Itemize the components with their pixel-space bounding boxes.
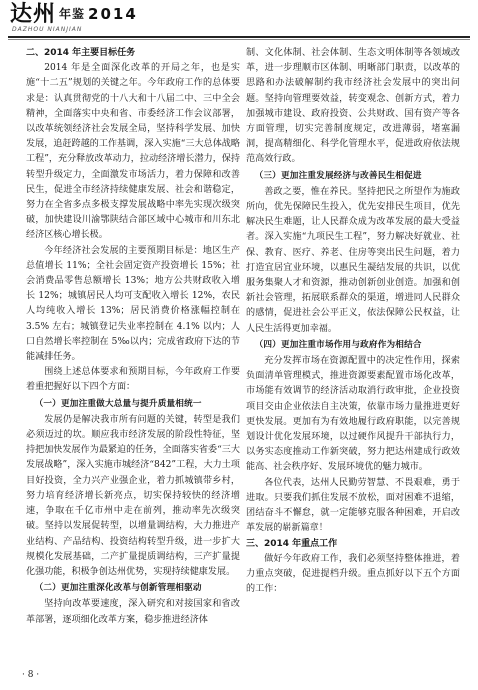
subsection-heading: （三）更加注重发展经济与改善民生相促进 (254, 170, 422, 181)
paragraph: 围绕上述总体要求和预期目标，今年政府工作要着重把握好以下四个方面： (26, 367, 240, 393)
subsection-heading: （一）更加注重做大总量与提升质量相统一 (34, 398, 202, 409)
yearbook-latin-name: DAZHOU NIANJIAN (12, 26, 83, 33)
yearbook-title-small: 年鉴 (59, 7, 86, 21)
header-rule (8, 36, 470, 38)
section-heading: 二、2014 年主要目标任务 (26, 48, 136, 58)
paragraph: 各位代表，达州人民勤劳智慧、不畏艰难，勇于进取。只要我们抓住发展不放松，面对困难不退缩，团结奋斗不懈怠，就一定能够克服各种困难，开启改革发展的崭新篇章！ (246, 477, 460, 534)
yearbook-title (10, 2, 138, 27)
subsection-heading: （二）更加注重深化改革与创新管理相驱动 (34, 583, 202, 594)
paragraph: 坚持向改革要速度，深入研究和对接国家和省改革部署，逐项细化改革方案，稳步推进经济体 (26, 599, 240, 625)
subsection-heading: （四）更加注重市场作用与政府作为相结合 (254, 339, 422, 350)
paragraph: 发展仍是解决我市所有问题的关键，转型是我们必须迈过的坎。顺应我市经济发展的阶段性特征，坚持把加快发展作为最紧迫的任务，全面落实省委“三大发展战略”，深入实施市城经济“842”工程，大力土项目好投资，全力兴产业强企业，着力抓城镇带乡村，努力培育经济增长新亮点，切实保持较快的经济增速，争取在千亿市州中走在前列，推动率先次级突破。坚持以发展促转型，以增量调结构，大力推进产业结构、产品结构、投资结构转型升级，进一步扩大规模化发展基础，二产扩量提质调结构，三产扩量提化强功能，积极争创达州优势，实现持续健康发展。 (26, 414, 240, 577)
paragraph: 今年经济社会发展的主要预期目标是：地区生产总值增长 11%；全社会固定资产投资增长 15%；社会消费品零售总额增长 13%；地方公共财政收入增长 12%；城镇居民人均可支配收入增长 12%，农民人均纯收入增长 13%；居民消费价格涨幅控制在 3.5% 左右；城镇登记失业率控制在 4.1% 以内；人口自然增长率控制在 5‰以内；完成省政府下达的节能减排任务。 (26, 245, 240, 363)
paragraph: 做好今年政府工作，我们必须坚持整体推进，着力重点突破，促进提档升级。重点抓好以下五个方面的工作： (246, 553, 460, 595)
page-number: · 8 · (22, 670, 40, 680)
paragraph-continued: 制、文化体制、社会体制、生态文明体制等各领域改革，进一步理顺市区体制、明晰部门职责，以改革的思路和办法破解制约我市经济社会发展中的突出问题。坚持向管理要效益，转变观念、创新方式，着力加强城市建设、政府投资、公共财政、国有资产等各方面管理，切实完善制度规定，改进薄弱，堵塞漏洞，提高精细化、科学化管理水平，促进政府依法规范高效行政。 (246, 48, 460, 165)
yearbook-year: 2014 (88, 5, 138, 23)
page-header (0, 0, 478, 38)
section-heading: 三、2014 年重点工作 (246, 538, 338, 549)
paragraph: 充分发挥市场在资源配置中的决定性作用，探索负面清单管理模式，推进资源要素配置市场化改革，市场能有效调节的经济活动取消行政审批，企业投资项目交由企业依法自主决策，依靠市场力量推进更好更快发展。更加有为有效地履行政府职能，以完善规划设计优化发展环境，以过硬作风提升干部执行力，以务实态度推动工作新突破，努力把达州建成行政效能高、社会秩序好、发展环境优的魅力城市。 (246, 356, 460, 473)
paragraph: 2014 年是全面深化改革的开局之年，也是实施“十二五”规划的关键之年。今年政府工作的总体要求是：认真贯彻党的十八大和十八届二中、三中全会精神，全面落实中央和省、市委经济工作会议部署，以改革统领经济社会发展全局，坚持科学发展、加快发展，追赶跨越的工作基调，深入实施“三大总体战略工程”，充分释放改革动力，拉动经济增长潜力，保持转型升级定力，全面激发市场活力，着力保障和改善民生，促进全市经济持续健康发展、社会和谐稳定，努力在全省多点多极支撑发展战略中率先实现次级突破，加快建设川渝鄂陕结合部区域中心城市和川东北经济区核心增长极。 (26, 63, 240, 241)
yearbook-title-name: 达州 (10, 2, 57, 27)
header-rule-thin (8, 39, 470, 40)
paragraph: 善政之要，惟在养民。坚持把民之所望作为施政所向，优先保障民生投入，优先安排民生项目，优先解决民生难题，让人民群众成为改革发展的最大受益者。深入实施“九项民生工程”，努力解决好就业、社保、教育、医疗、养老、住房等突出民生问题，着力打造宜居宜业环境，以惠民生凝结发展的共识，以优服务集聚人才和资源，推动创新创业创造。加强和创新社会管理，拓展联系群众的渠道，增进同人民群众的感情，促进社会公平正义，依法保障公民权益，让人民生活得更加幸福。 (246, 186, 460, 334)
right-column (246, 46, 460, 597)
left-column (26, 46, 240, 628)
